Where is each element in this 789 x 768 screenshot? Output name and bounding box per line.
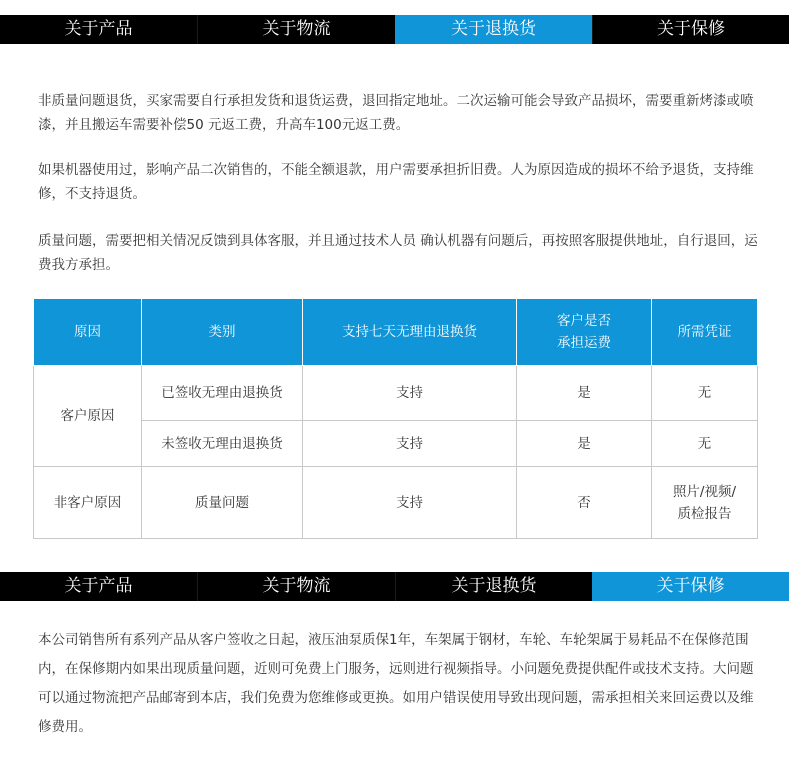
top-tab-bar bbox=[0, 15, 789, 44]
table-row bbox=[34, 366, 758, 421]
bottom-tab-bar bbox=[0, 572, 789, 601]
cell-support: 支持 bbox=[303, 366, 517, 421]
tab-about-returns[interactable]: 关于退换货 bbox=[395, 572, 592, 601]
cell-category: 质量问题 bbox=[142, 467, 303, 539]
cell-proof: 照片/视频/ 质检报告 bbox=[652, 467, 758, 539]
returns-paragraph-non-quality: 非质量问题退货，买家需要自行承担发货和退货运费，退回指定地址。二次运输可能会导致产品损坏，需要重新烤漆或喷漆，并且搬运车需要补偿50 元返工费，升高车100元返工费。 bbox=[38, 93, 754, 133]
cell-reason: 非客户原因 bbox=[34, 467, 142, 539]
tab-about-product[interactable]: 关于产品 bbox=[64, 576, 133, 596]
cell-support: 支持 bbox=[303, 467, 517, 539]
header-seven-day-return: 支持七天无理由退换货 bbox=[303, 299, 517, 366]
tab-about-product[interactable]: 关于产品 bbox=[64, 19, 133, 39]
cell-freight: 是 bbox=[517, 366, 652, 421]
header-required-proof: 所需凭证 bbox=[652, 299, 758, 366]
returns-paragraph-used-machine: 如果机器使用过，影响产品二次销售的，不能全额退款，用户需要承担折旧费。人为原因造成的损坏不给予退货，支持维修，不支持退货。 bbox=[38, 162, 754, 202]
tab-about-warranty[interactable]: 关于保修 bbox=[592, 572, 789, 601]
cell-freight: 是 bbox=[517, 421, 652, 467]
cell-freight: 否 bbox=[517, 467, 652, 539]
returns-policy-table bbox=[33, 298, 758, 539]
returns-paragraph-quality-issue: 质量问题，需要把相关情况反馈到具体客服，并且通过技术人员 确认机器有问题后，再按照客服提供地址，自行退回，运费我方承担。 bbox=[38, 233, 758, 273]
table-header-row bbox=[34, 299, 758, 366]
cell-reason: 客户原因 bbox=[34, 366, 142, 467]
cell-support: 支持 bbox=[303, 421, 517, 467]
header-reason: 原因 bbox=[34, 299, 142, 366]
warranty-paragraph: 本公司销售所有系列产品从客户签收之日起，液压油泵质保1年，车架属于钢材，车轮、车轮架属于易耗品不在保修范围内，在保修期内如果出现质量问题，近则可免费上门服务，远则进行视频指导。小问题免费提供配件或技术支持。大问题可以通过物流把产品邮寄到本店，我们免费为您维修或更换。如用户错误使用导致出现问题，需承担相关来回运费以及维修费用。 bbox=[38, 632, 754, 735]
cell-category: 未签收无理由退换货 bbox=[142, 421, 303, 467]
tab-about-returns[interactable]: 关于退换货 bbox=[395, 15, 592, 44]
table-row bbox=[34, 467, 758, 539]
tab-about-warranty[interactable]: 关于保修 bbox=[592, 15, 789, 44]
cell-category: 已签收无理由退换货 bbox=[142, 366, 303, 421]
tab-about-logistics[interactable]: 关于物流 bbox=[197, 572, 395, 601]
tab-about-logistics[interactable]: 关于物流 bbox=[197, 15, 395, 44]
cell-proof: 无 bbox=[652, 421, 758, 467]
header-customer-pays-freight: 客户是否 承担运费 bbox=[517, 299, 652, 366]
cell-proof: 无 bbox=[652, 366, 758, 421]
table-row bbox=[34, 421, 758, 467]
header-category: 类别 bbox=[142, 299, 303, 366]
